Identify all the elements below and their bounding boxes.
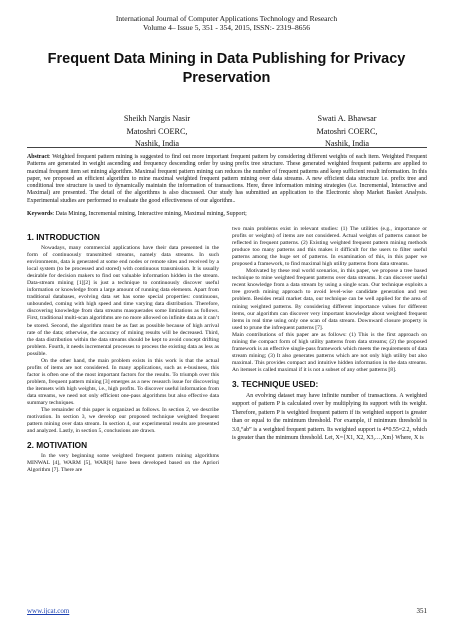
- author-name: Swati A. Bhawsar: [317, 114, 377, 123]
- author-affiliation: Matoshri COERC,: [316, 126, 378, 136]
- author-affiliation: Matoshri COERC,: [126, 126, 188, 136]
- paragraph: two main problems exist in relevant studies: (1) The utilities (e.g., importance or profits or weights) of items are not considered. Actual weights of patterns cannot be reflected in frequent patterns. (2) Existing weighted frequent pattern mining methods produce too many patterns and this makes it difficult for the users to filter useful patterns among the huge set of patterns. In examination of this, in this paper we proposed a framework, to find maximal high utility patterns from data streams.: [232, 226, 427, 268]
- section-heading-motivation: 2. MOTIVATION: [27, 440, 88, 451]
- page-number: 351: [416, 607, 427, 615]
- keywords-text: : Data Mining, Incremental mining, Interactive mining, Maximal mining, Support;: [52, 211, 247, 217]
- abstract: [27, 154, 427, 205]
- paragraph: Motivated by these real world scenarios, in this paper, we propose a tree based technique to mine weighted frequent patterns over data streams. It can discover useful recent knowledge from a data stream by using a single scan. Our technique exploits a tree growth mining approach to avoid level-wise candidate generation and test problem. Besides retail market data, our technique can be well applied for the area of mining weighted patterns. By considering different importance values for different items, our algorithm can discover very important knowledge about weighted frequent items in real time using only one scan of data stream. Downward closure property is used to prune the infrequent patterns [7].: [232, 268, 427, 331]
- paragraph: Main contributions of this paper are as follows: (1) This is the first approach on mining the compact form of high utility patterns from data streams; (2) the proposed framework is an effective single-pass framework which meets the requirements of data stream mining; (3) It also generates patterns which are not only high utility but also maximal. This provides compact and intuitive hidden information in the data streams. An itemset is called maximal if it is not a subset of any other patterns [8].: [232, 331, 427, 373]
- section-heading-technique: 3. TECHNIQUE USED:: [232, 378, 319, 389]
- author-name: Sheikh Nargis Nasir: [123, 114, 191, 123]
- paragraph: In the very beginning some weighted frequent pattern mining algorithms MINWAL [4], WARM [5], WAR[6] have been developed based on the Apriori Algorithm [7]. There are: [27, 453, 219, 474]
- paper-title: Frequent Data Mining in Data Publishing for Privacy Preservation: [47, 51, 406, 86]
- right-column: [232, 226, 427, 442]
- keywords-label: Keywords: [27, 211, 53, 217]
- header-divider: [27, 147, 427, 148]
- journal-url-link[interactable]: www.ijcat.com: [27, 607, 70, 615]
- journal-name: International Journal of Computer Applications Technology and Research: [115, 14, 338, 23]
- paragraph: On the other hand, the main problem exists in this work is that the actual profits of items are not considered. In many applications, such as e-business, this factor is often one of the most important factors for the results. To triumph over this problem, frequent pattern mining [3] emerges as a new research issue for discovering the itemsets with high weights, i.e., high profits. To discover useful information from data streams, we need not only efficient one-pass algorithms but also effective data summary techniques.: [27, 357, 219, 407]
- section-heading-introduction: 1. INTRODUCTION: [27, 232, 100, 242]
- keywords: [27, 211, 427, 218]
- author-location: Nashik, India: [324, 139, 370, 148]
- journal-header: [0, 14, 453, 32]
- paragraph: Nowadays, many commercial applications have their data presented in the form of continuously transmitted streams, namely data streams. In such environments, data is generated at some end nodes or remote sites and received by a local system (to be processed and stored) with continuous transmission. It is usually desirable for decision makers to find out valuable information hidden in the stream. Data-stream mining [1][2] is just a technique to continuously discover useful information or knowledge from a large amount of running data elements. Apart from traditional databases, evolving data set has some special properties: continuous, unbounded, coming with high speed and time varying data distribution. Therefore, discovering knowledge from data streams masquerades some limitations as follows. First, traditional multi-scan algorithms are no more allowed on infinite data as it can’t be stored. Second, the algorithm must be as fast as possible because of high arrival rate of the data; otherwise, the accuracy of mining results will be decreased. Third, the data distribution within the data streams should be kept to avoid concept drifting problem. Fourth, it needs incremental processes to process the existing data as less as possible.: [27, 245, 219, 357]
- author-block-1: [77, 113, 237, 151]
- abstract-label: Abstract: [27, 154, 49, 160]
- left-column: [27, 226, 219, 474]
- paragraph: An evolving dataset may have infinite number of transactions. A weighted support of pattern P is calculated over by multiplying its support with its weight. Therefore, pattern P is weighted frequent pattern if its weighted support is greater than or equal to the minimum threshold. For example, if minimum threshold is 3.0,“ab” is a weighted frequent pattern. Its weighted support is 4*0.55=2.2, which is greater than the minimum threshold. Let, X={X1, X2, X3,…,Xm} Where, X is: [232, 392, 427, 442]
- paragraph: The remainder of this paper is organized as follows. In section 2, we describe motivation. In section 3, we develop our proposed technique weighted frequent pattern mining over data stream. In section 4, our experimental results are presented and analyzed. Lastly, in section 5, conclusions are drawn.: [27, 407, 219, 435]
- author-location: Nashik, India: [134, 139, 180, 148]
- author-block-2: [267, 113, 427, 151]
- abstract-text: : Weighted frequent pattern mining is suggested to find out more important frequent pattern by considering different weights of each item. Weighted Frequent Patterns are generated in weight ascending and frequency descending order by using prefix tree structure. These generated weighted frequent patterns are applied to maximal frequent item set mining algorithm. Maximal frequent pattern mining can reduces the number of frequent patterns and keep sufficient result information. In this paper, we proposed an efficient algorithm to mine maximal weighted frequent pattern mining over data streams. A new efficient data structure i.e. prefix tree and conditional tree structure is used to dynamically maintain the information of transactions. Here, three information mining strategies (i.e. Incremental, Interactive and Maximal) are presented. The detail of the algorithms is also discussed. Our study has submitted an application to the Electronic shop Market Basket Analysis. Experimental studies are performed to evaluate the good effectiveness of our algorithm..: [27, 154, 427, 204]
- journal-volume: Volume 4– Issue 5, 351 - 354, 2015, ISSN:- 2319–8656: [143, 23, 310, 32]
